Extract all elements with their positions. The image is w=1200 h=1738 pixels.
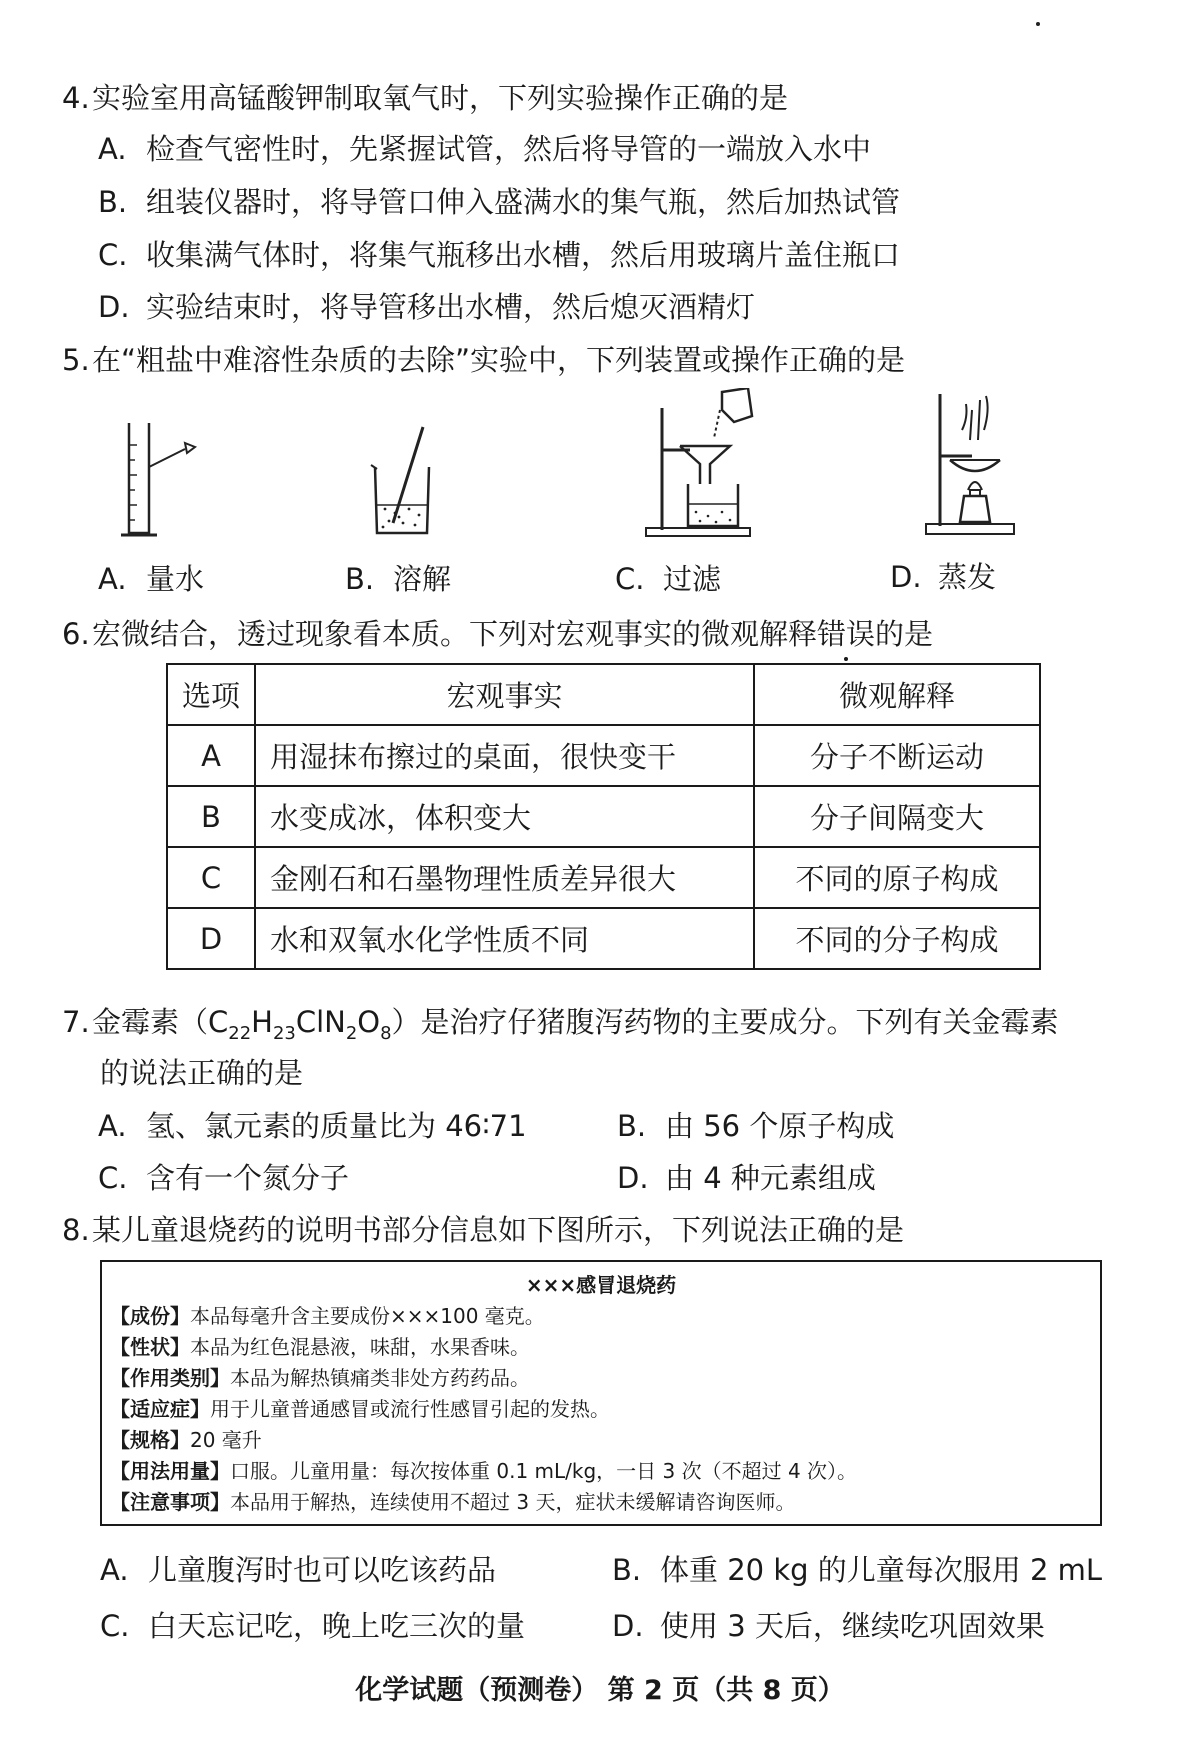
- table-cell: C: [167, 847, 255, 908]
- question-4-option-b[interactable]: B. 组装仪器时，将导管口伸入盛满水的集气瓶，然后加热试管: [98, 185, 901, 219]
- table-cell: 分子不断运动: [754, 725, 1040, 786]
- table-row[interactable]: [167, 908, 1040, 969]
- table-cell: 分子间隔变大: [754, 786, 1040, 847]
- question-8-option-a[interactable]: A. 儿童腹泻时也可以吃该药品: [100, 1553, 497, 1587]
- leaflet-line: 【成份】本品每毫升含主要成份×××100 毫克。: [110, 1304, 545, 1328]
- table-header-row: [167, 664, 1040, 725]
- filtration-apparatus-icon: [640, 388, 760, 540]
- emphasis-text: 错误: [817, 617, 876, 651]
- question-7-stem: 7.金霉素$(C_{22}H_{23}ClN_2O_8)$是治疗仔猪腹泻药物的主要成分。下列有关金霉素: [62, 1005, 1059, 1044]
- medicine-leaflet: [100, 1260, 1102, 1526]
- figure-c-label[interactable]: C. 过滤: [615, 562, 722, 596]
- figure-b-label[interactable]: B. 溶解: [345, 562, 452, 596]
- table-cell: A: [167, 725, 255, 786]
- chemical-formula: $C_{22}H_{23}ClN_2O_8$: [208, 1005, 392, 1044]
- table-cell: 金刚石和石墨物理性质差异很大: [255, 847, 754, 908]
- leaflet-line: 【作用类别】本品为解热镇痛类非处方药药品。: [110, 1366, 530, 1390]
- table-cell: 水变成冰，体积变大: [255, 786, 754, 847]
- graduated-cylinder-icon: [115, 415, 205, 540]
- question-6-table: [166, 663, 1041, 970]
- question-7-option-a[interactable]: A. 氢、氯元素的质量比为 46∶71: [98, 1109, 527, 1143]
- table-header-cell: 选项: [167, 664, 255, 725]
- leaflet-line: 【注意事项】本品用于解热，连续使用不超过 3 天，症状未缓解请咨询医师。: [110, 1490, 796, 1514]
- table-row[interactable]: [167, 847, 1040, 908]
- table-cell: 用湿抹布擦过的桌面，很快变干: [255, 725, 754, 786]
- evaporation-apparatus-icon: [920, 390, 1020, 540]
- table-cell: D: [167, 908, 255, 969]
- question-4-stem: 4.实验室用高锰酸钾制取氧气时，下列实验操作正确的是: [62, 81, 789, 115]
- question-7-option-d[interactable]: D. 由 4 种元素组成: [617, 1161, 876, 1195]
- scan-speck: [1036, 22, 1040, 26]
- question-4-option-c[interactable]: C. 收集满气体时，将集气瓶移出水槽，然后用玻璃片盖住瓶口: [98, 238, 901, 272]
- leaflet-line: 【用法用量】口服。儿童用量：每次按体重 0.1 mL/kg，一日 3 次（不超过 4 次）。: [110, 1459, 858, 1483]
- question-6-stem: 6.宏微结合，透过现象看本质。下列对宏观事实的微观解释错误的是: [62, 617, 934, 651]
- question-8-stem: 8.某儿童退烧药的说明书部分信息如下图所示，下列说法正确的是: [62, 1213, 905, 1247]
- table-cell: B: [167, 786, 255, 847]
- question-5-stem: 5.在“粗盐中难溶性杂质的去除”实验中，下列装置或操作正确的是: [62, 343, 906, 377]
- table-header-cell: 微观解释: [754, 664, 1040, 725]
- question-4-option-d[interactable]: D. 实验结束时，将导管移出水槽，然后熄灭酒精灯: [98, 290, 756, 324]
- table-cell: 水和双氧水化学性质不同: [255, 908, 754, 969]
- table-cell: 不同的原子构成: [754, 847, 1040, 908]
- leaflet-line: 【适应症】用于儿童普通感冒或流行性感冒引起的发热。: [110, 1397, 610, 1421]
- page-footer: 化学试题（预测卷） 第 2 页（共 8 页）: [355, 1675, 845, 1706]
- table-row[interactable]: [167, 725, 1040, 786]
- beaker-stirring-icon: [365, 425, 445, 540]
- question-7-option-b[interactable]: B. 由 56 个原子构成: [617, 1109, 895, 1143]
- question-8-option-d[interactable]: D. 使用 3 天后，继续吃巩固效果: [612, 1609, 1045, 1643]
- table-header-cell: 宏观事实: [255, 664, 754, 725]
- table-cell: 不同的分子构成: [754, 908, 1040, 969]
- question-7-stem-line2: 的说法正确的是: [100, 1056, 304, 1090]
- figure-a-label[interactable]: A. 量水: [98, 562, 205, 596]
- table-row[interactable]: [167, 786, 1040, 847]
- leaflet-title: ×××感冒退烧药: [525, 1273, 677, 1297]
- question-8-option-c[interactable]: C. 白天忘记吃，晚上吃三次的量: [100, 1609, 526, 1643]
- figure-d-label[interactable]: D. 蒸发: [890, 560, 997, 594]
- question-7-option-c[interactable]: C. 含有一个氮分子: [98, 1161, 350, 1195]
- leaflet-line: 【规格】20 毫升: [110, 1428, 262, 1452]
- question-4-option-a[interactable]: A. 检查气密性时，先紧握试管，然后将导管的一端放入水中: [98, 132, 872, 166]
- question-8-option-b[interactable]: B. 体重 20 kg 的儿童每次服用 2 mL: [612, 1553, 1103, 1587]
- leaflet-line: 【性状】本品为红色混悬液，味甜，水果香味。: [110, 1335, 530, 1359]
